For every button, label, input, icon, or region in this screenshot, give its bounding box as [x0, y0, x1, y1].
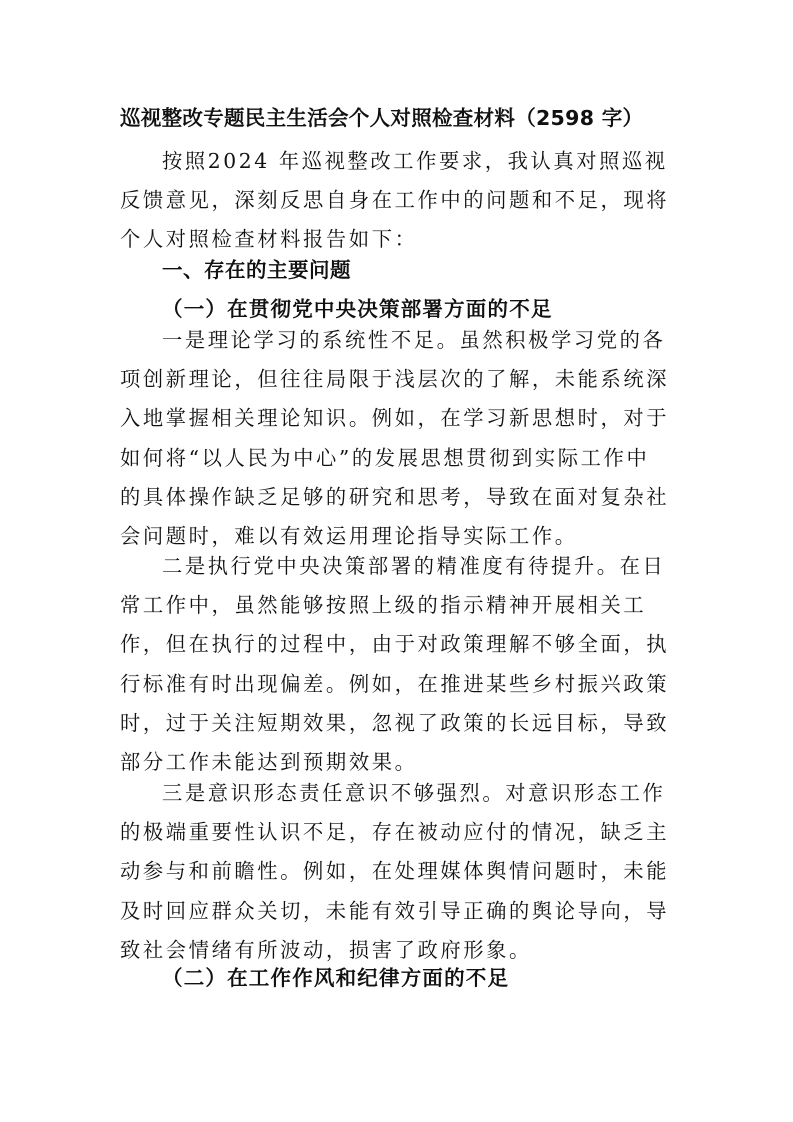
paragraph-ideology-responsibility: 三是意识形态责任意识不够强烈。对意识形态工作的极端重要性认识不足，存在被动应付的情况，缺乏主动参与和前瞻性。例如，在处理媒体舆情问题时，未能及时回应群众关切，未能有效引导正确的舆论导向，导致社会情绪有所波动，损害了政府形象。: [120, 781, 670, 962]
section-heading-problems: 一、存在的主要问题: [162, 258, 351, 282]
paragraph-execution-precision: 二是执行党中央决策部署的精准度有待提升。在日常工作中，虽然能够按照上级的指示精神开展相关工作，但在执行的过程中，由于对政策理解不够全面，执行标准有时出现偏差。例如，在推进某些乡村振兴政策时，过于关注短期效果，忽视了政策的长远目标，导致部分工作未能达到预期效果。: [120, 554, 670, 775]
subsection-heading-work-style: （二）在工作作风和纪律方面的不足: [162, 966, 510, 990]
document-title: 巡视整改专题民主生活会个人对照检查材料（2598 字）: [120, 106, 644, 130]
intro-paragraph: 按照2024 年巡视整改工作要求，我认真对照巡视反馈意见，深刻反思自身在工作中的问题和不足，现将个人对照检查材料报告如下：: [120, 149, 670, 252]
paragraph-theory-study: 一是理论学习的系统性不足。虽然积极学习党的各项创新理论，但往往局限于浅层次的了解，未能系统深入地掌握相关理论知识。例如，在学习新思想时，对于如何将“以人民为中心”的发展思想贯彻到实际工作中的具体操作缺乏足够的研究和思考，导致在面对复杂社会问题时，难以有效运用理论指导实际工作。: [120, 328, 670, 549]
subsection-heading-decisions: （一）在贯彻党中央决策部署方面的不足: [162, 297, 553, 321]
